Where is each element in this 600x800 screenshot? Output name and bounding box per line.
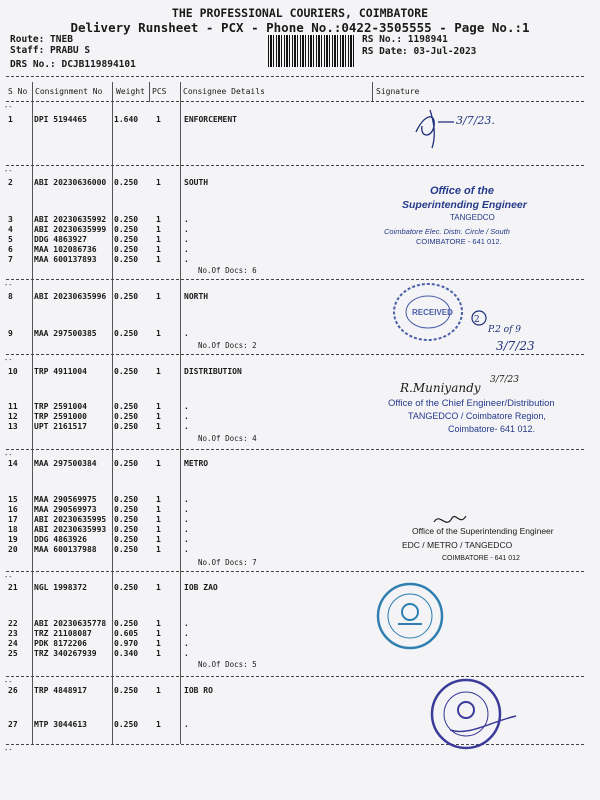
cell-consignment: TRP 2591000 bbox=[34, 412, 87, 421]
row-marker: -- bbox=[4, 573, 13, 581]
cell-weight: 0.250 bbox=[114, 495, 139, 504]
cell-consignee: . bbox=[184, 619, 189, 628]
col-consignee: Consignee Details bbox=[183, 87, 265, 96]
svg-text:P.2 of 9: P.2 of 9 bbox=[488, 325, 522, 335]
col-weight: Weight bbox=[116, 87, 145, 96]
cell-consignment: ABI 20230635993 bbox=[34, 525, 107, 534]
col-pcs: PCS bbox=[152, 87, 167, 96]
cell-consignment: ABI 20230635996 bbox=[34, 292, 107, 301]
svg-text:Office of the: Office of the bbox=[430, 185, 494, 197]
cell-sno: 21 bbox=[8, 583, 18, 592]
cell-weight: 0.250 bbox=[114, 720, 139, 729]
cell-pcs: 1 bbox=[156, 412, 161, 421]
col-line bbox=[180, 82, 181, 744]
doc-count: No.Of Docs: 5 bbox=[198, 660, 257, 669]
cell-consignee: . bbox=[184, 535, 189, 544]
cell-sno: 16 bbox=[8, 505, 18, 514]
row-marker: -- bbox=[4, 451, 13, 459]
cell-sno: 11 bbox=[8, 402, 18, 411]
row-marker: -- bbox=[4, 746, 13, 754]
col-sno: S No bbox=[8, 87, 28, 96]
cell-weight: 1.640 bbox=[114, 115, 139, 124]
cell-consignment: UPT 2161517 bbox=[34, 422, 87, 431]
cell-weight: 0.250 bbox=[114, 292, 139, 301]
cell-sno: 2 bbox=[8, 178, 13, 187]
cell-weight: 0.250 bbox=[114, 215, 139, 224]
cell-sno: 3 bbox=[8, 215, 13, 224]
cell-pcs: 1 bbox=[156, 515, 161, 524]
cell-consignee: NORTH bbox=[184, 292, 209, 301]
cell-sno: 23 bbox=[8, 629, 18, 638]
col-consignment: Consignment No bbox=[35, 87, 103, 96]
cell-sno: 19 bbox=[8, 535, 18, 544]
cell-consignee: IOB RO bbox=[184, 686, 213, 695]
cell-consignee: . bbox=[184, 215, 189, 224]
cell-pcs: 1 bbox=[156, 583, 161, 592]
cell-consignment: DDG 4863927 bbox=[34, 235, 87, 244]
rs-date: RS Date: 03-Jul-2023 bbox=[362, 46, 477, 57]
cell-weight: 0.250 bbox=[114, 245, 139, 254]
cell-pcs: 1 bbox=[156, 422, 161, 431]
cell-consignment: ABI 20230635778 bbox=[34, 619, 107, 628]
col-line bbox=[112, 82, 113, 744]
cell-consignment: MAA 297500385 bbox=[34, 329, 97, 338]
cell-pcs: 1 bbox=[156, 535, 161, 544]
cell-pcs: 1 bbox=[156, 459, 161, 468]
cell-pcs: 1 bbox=[156, 292, 161, 301]
cell-weight: 0.250 bbox=[114, 235, 139, 244]
cell-consignee: SOUTH bbox=[184, 178, 209, 187]
row-marker: -- bbox=[4, 103, 13, 111]
cell-consignment: ABI 20230636000 bbox=[34, 178, 107, 187]
col-line bbox=[149, 82, 150, 102]
cell-consignment: MAA 290569973 bbox=[34, 505, 97, 514]
cell-sno: 26 bbox=[8, 686, 18, 695]
svg-text:Coimbatore- 641 012.: Coimbatore- 641 012. bbox=[448, 424, 536, 434]
cell-consignee: IOB ZAO bbox=[184, 583, 218, 592]
stamp-superintending-metro bbox=[396, 522, 596, 568]
cell-pcs: 1 bbox=[156, 649, 161, 658]
col-signature: Signature bbox=[376, 87, 420, 96]
cell-consignee: . bbox=[184, 639, 189, 648]
signature-1 bbox=[406, 104, 526, 154]
sig1-date: 3/7/23. bbox=[456, 114, 495, 127]
svg-text:TANGEDCO / Coimbatore Region,: TANGEDCO / Coimbatore Region, bbox=[408, 411, 546, 421]
svg-text:3/7/23: 3/7/23 bbox=[490, 375, 519, 385]
cell-weight: 0.250 bbox=[114, 178, 139, 187]
cell-consignee: . bbox=[184, 225, 189, 234]
cell-weight: 0.250 bbox=[114, 412, 139, 421]
cell-consignee: . bbox=[184, 505, 189, 514]
group-divider bbox=[6, 279, 584, 280]
cell-pcs: 1 bbox=[156, 525, 161, 534]
cell-weight: 0.250 bbox=[114, 535, 139, 544]
cell-sno: 13 bbox=[8, 422, 18, 431]
svg-text:RECEIVED: RECEIVED bbox=[412, 308, 453, 317]
cell-weight: 0.250 bbox=[114, 545, 139, 554]
cell-pcs: 1 bbox=[156, 720, 161, 729]
cell-consignment: MAA 600137893 bbox=[34, 255, 97, 264]
svg-text:3/7/23: 3/7/23 bbox=[496, 339, 535, 353]
cell-weight: 0.250 bbox=[114, 422, 139, 431]
cell-consignment: TRP 2591004 bbox=[34, 402, 87, 411]
cell-pcs: 1 bbox=[156, 505, 161, 514]
table-header-divider bbox=[6, 101, 584, 102]
cell-consignment: DDG 4863926 bbox=[34, 535, 87, 544]
cell-weight: 0.340 bbox=[114, 649, 139, 658]
cell-consignment: MAA 600137988 bbox=[34, 545, 97, 554]
doc-count: No.Of Docs: 2 bbox=[198, 341, 257, 350]
row-marker: -- bbox=[4, 678, 13, 686]
cell-pcs: 1 bbox=[156, 178, 161, 187]
cell-sno: 5 bbox=[8, 235, 13, 244]
cell-pcs: 1 bbox=[156, 629, 161, 638]
header-divider bbox=[6, 76, 584, 77]
group-divider bbox=[6, 165, 584, 166]
cell-weight: 0.250 bbox=[114, 686, 139, 695]
cell-pcs: 1 bbox=[156, 225, 161, 234]
cell-sno: 17 bbox=[8, 515, 18, 524]
cell-consignment: MTP 3044613 bbox=[34, 720, 87, 729]
group-divider bbox=[6, 571, 584, 572]
doc-count: No.Of Docs: 6 bbox=[198, 266, 257, 275]
svg-text:COIMBATORE - 641 012: COIMBATORE - 641 012 bbox=[442, 555, 520, 562]
svg-text:EDC / METRO / TANGEDCO: EDC / METRO / TANGEDCO bbox=[402, 540, 513, 550]
cell-pcs: 1 bbox=[156, 639, 161, 648]
cell-pcs: 1 bbox=[156, 215, 161, 224]
cell-consignee: . bbox=[184, 412, 189, 421]
svg-text:TANGEDCO: TANGEDCO bbox=[450, 213, 495, 222]
cell-consignee: DISTRIBUTION bbox=[184, 367, 242, 376]
stamp-chief-engineer bbox=[386, 392, 586, 438]
cell-weight: 0.970 bbox=[114, 639, 139, 648]
cell-consignee: . bbox=[184, 255, 189, 264]
cell-consignee: . bbox=[184, 402, 189, 411]
cell-weight: 0.250 bbox=[114, 525, 139, 534]
cell-consignment: TRZ 340267939 bbox=[34, 649, 97, 658]
cell-pcs: 1 bbox=[156, 255, 161, 264]
doc-count: No.Of Docs: 4 bbox=[198, 434, 257, 443]
svg-text:Office of the Chief Engineer/D: Office of the Chief Engineer/Distribution bbox=[388, 398, 555, 409]
cell-consignee: METRO bbox=[184, 459, 209, 468]
cell-consignment: MAA 102086736 bbox=[34, 245, 97, 254]
svg-text:Superintending Engineer: Superintending Engineer bbox=[402, 199, 527, 211]
barcode bbox=[268, 35, 356, 67]
cell-weight: 0.250 bbox=[114, 255, 139, 264]
cell-sno: 24 bbox=[8, 639, 18, 648]
svg-text:R.Muniyandy: R.Muniyandy bbox=[400, 381, 481, 395]
col-line bbox=[372, 82, 373, 102]
cell-weight: 0.250 bbox=[114, 459, 139, 468]
cell-consignee: . bbox=[184, 329, 189, 338]
stamp-superintending-south bbox=[380, 180, 580, 250]
cell-consignee: . bbox=[184, 720, 189, 729]
cell-sno: 27 bbox=[8, 720, 18, 729]
rs-number: RS No.: 1198941 bbox=[362, 34, 448, 45]
cell-consignee: . bbox=[184, 545, 189, 554]
cell-sno: 6 bbox=[8, 245, 13, 254]
cell-consignee: . bbox=[184, 422, 189, 431]
cell-sno: 8 bbox=[8, 292, 13, 301]
cell-consignment: DPI 5194465 bbox=[34, 115, 87, 124]
cell-consignee: . bbox=[184, 525, 189, 534]
row-marker: -- bbox=[4, 281, 13, 289]
drs-number: DRS No.: DCJB119894101 bbox=[10, 59, 136, 70]
group-divider bbox=[6, 449, 584, 450]
cell-pcs: 1 bbox=[156, 402, 161, 411]
company-name: THE PROFESSIONAL COURIERS, COIMBATORE bbox=[171, 6, 429, 20]
bank-seal-zao bbox=[372, 580, 452, 660]
cell-sno: 10 bbox=[8, 367, 18, 376]
cell-weight: 0.250 bbox=[114, 329, 139, 338]
cell-consignment: TRP 4848917 bbox=[34, 686, 87, 695]
signature-2 bbox=[470, 306, 550, 366]
cell-consignment: NGL 1998372 bbox=[34, 583, 87, 592]
cell-consignment: MAA 297500384 bbox=[34, 459, 97, 468]
cell-weight: 0.250 bbox=[114, 619, 139, 628]
cell-consignment: ABI 20230635992 bbox=[34, 215, 107, 224]
cell-weight: 0.250 bbox=[114, 225, 139, 234]
svg-text:COIMBATORE - 641 012.: COIMBATORE - 641 012. bbox=[416, 237, 502, 246]
svg-text:Coimbatore Elec. Distn. Circle: Coimbatore Elec. Distn. Circle / South bbox=[384, 227, 510, 236]
row-marker: -- bbox=[4, 356, 13, 364]
cell-consignment: MAA 290569975 bbox=[34, 495, 97, 504]
cell-consignee: . bbox=[184, 245, 189, 254]
cell-consignee: . bbox=[184, 629, 189, 638]
cell-pcs: 1 bbox=[156, 619, 161, 628]
row-marker: -- bbox=[4, 167, 13, 175]
svg-text:Office of the Superintending E: Office of the Superintending Engineer bbox=[412, 526, 554, 536]
cell-sno: 1 bbox=[8, 115, 13, 124]
staff-label: Staff: PRABU S bbox=[10, 45, 91, 56]
cell-pcs: 1 bbox=[156, 686, 161, 695]
cell-consignee: . bbox=[184, 495, 189, 504]
cell-pcs: 1 bbox=[156, 245, 161, 254]
cell-sno: 20 bbox=[8, 545, 18, 554]
svg-text:2: 2 bbox=[474, 315, 480, 325]
cell-sno: 7 bbox=[8, 255, 13, 264]
cell-consignment: PDK 8172206 bbox=[34, 639, 87, 648]
cell-consignee: . bbox=[184, 649, 189, 658]
cell-consignment: TRP 4911004 bbox=[34, 367, 87, 376]
cell-pcs: 1 bbox=[156, 329, 161, 338]
cell-sno: 14 bbox=[8, 459, 18, 468]
cell-pcs: 1 bbox=[156, 367, 161, 376]
doc-count: No.Of Docs: 7 bbox=[198, 558, 257, 567]
cell-pcs: 1 bbox=[156, 545, 161, 554]
cell-weight: 0.250 bbox=[114, 515, 139, 524]
cell-sno: 15 bbox=[8, 495, 18, 504]
cell-consignee: . bbox=[184, 515, 189, 524]
cell-consignee: ENFORCEMENT bbox=[184, 115, 237, 124]
cell-weight: 0.250 bbox=[114, 367, 139, 376]
col-line bbox=[32, 82, 33, 744]
cell-sno: 4 bbox=[8, 225, 13, 234]
received-seal bbox=[390, 278, 470, 348]
cell-consignment: ABI 20230635999 bbox=[34, 225, 107, 234]
cell-weight: 0.250 bbox=[114, 583, 139, 592]
bank-seal-ro bbox=[420, 676, 520, 756]
route-label: Route: TNEB bbox=[10, 34, 73, 45]
cell-pcs: 1 bbox=[156, 115, 161, 124]
cell-sno: 12 bbox=[8, 412, 18, 421]
cell-weight: 0.250 bbox=[114, 505, 139, 514]
cell-consignee: . bbox=[184, 235, 189, 244]
cell-sno: 22 bbox=[8, 619, 18, 628]
cell-pcs: 1 bbox=[156, 235, 161, 244]
cell-weight: 0.605 bbox=[114, 629, 139, 638]
cell-sno: 25 bbox=[8, 649, 18, 658]
cell-weight: 0.250 bbox=[114, 402, 139, 411]
runsheet-subtitle: Delivery Runsheet - PCX - Phone No.:0422-3505555 - Page No.:1 bbox=[70, 20, 530, 35]
cell-consignment: TRZ 21108087 bbox=[34, 629, 92, 638]
cell-consignment: ABI 20230635995 bbox=[34, 515, 107, 524]
cell-sno: 18 bbox=[8, 525, 18, 534]
cell-sno: 9 bbox=[8, 329, 13, 338]
cell-pcs: 1 bbox=[156, 495, 161, 504]
